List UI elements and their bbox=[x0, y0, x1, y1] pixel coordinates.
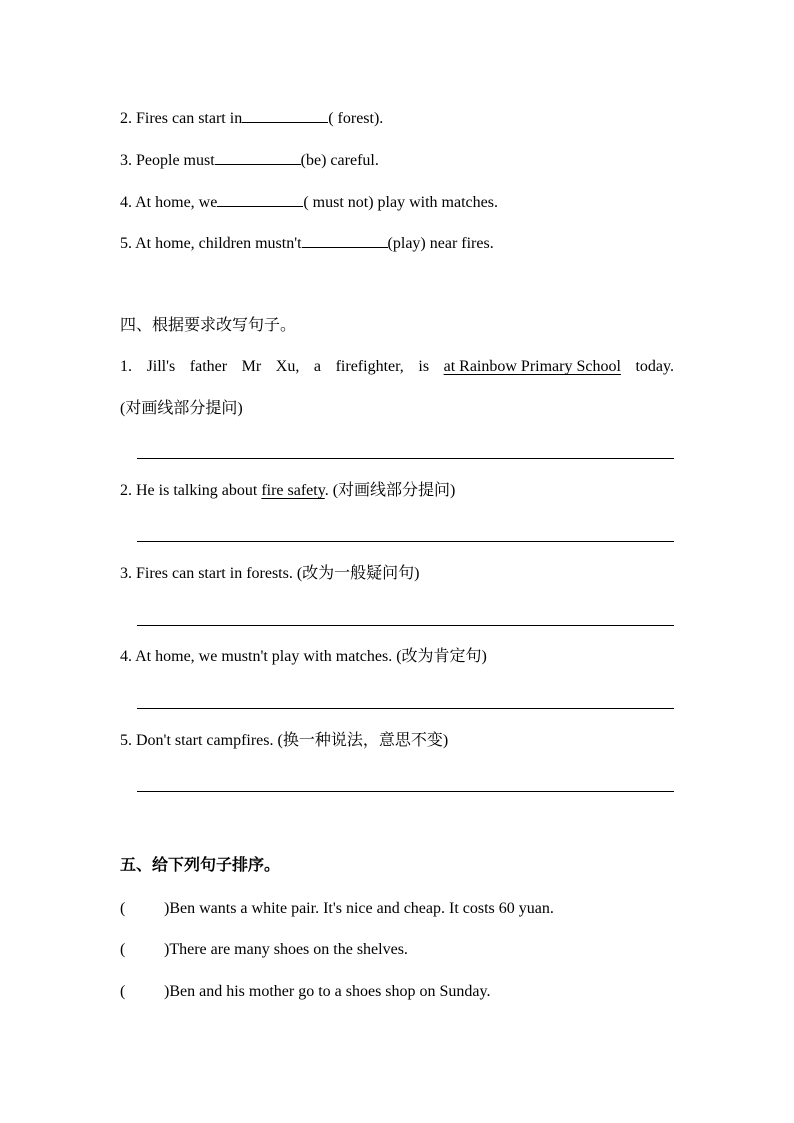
item-number: 4. bbox=[120, 194, 132, 211]
word: Jill's bbox=[146, 358, 176, 375]
underlined-phrase: fire safety bbox=[261, 482, 325, 499]
order-answer-slot[interactable]: ( bbox=[120, 900, 126, 917]
rewrite-item-3 bbox=[120, 564, 420, 584]
sentence-text: )Ben and his mother go to a shoes shop on Sunday. bbox=[164, 983, 491, 1000]
answer-line[interactable] bbox=[137, 791, 674, 792]
fill-blank-item-3 bbox=[120, 149, 379, 171]
sentence-before: He is talking about bbox=[136, 482, 262, 499]
word: Mr bbox=[241, 358, 262, 375]
item-number: 3. bbox=[120, 152, 132, 169]
word: Xu, bbox=[275, 358, 300, 375]
fill-blank-item-2 bbox=[120, 107, 383, 129]
sentence-before: Fires can start in bbox=[136, 110, 243, 127]
item-number: 2. bbox=[120, 482, 132, 499]
answer-blank[interactable] bbox=[215, 149, 301, 165]
answer-line[interactable] bbox=[137, 625, 674, 626]
word: firefighter, bbox=[335, 358, 404, 375]
sentence-before: At home, we bbox=[135, 194, 218, 211]
sentence-before: People must bbox=[136, 152, 215, 169]
answer-blank[interactable] bbox=[302, 232, 388, 248]
answer-blank[interactable] bbox=[242, 107, 328, 123]
sentence-after: (play) near fires. bbox=[387, 235, 494, 252]
item-number: 1. bbox=[120, 358, 132, 375]
item-number: 4. bbox=[120, 648, 132, 665]
sentence-text: )Ben wants a white pair. It's nice and cheap. It costs 60 yuan. bbox=[164, 900, 554, 917]
rewrite-item-1-instruction: (对画线部分提问) bbox=[120, 400, 243, 417]
section-5-heading: 五、给下列句子排序。 bbox=[120, 857, 281, 874]
item-number: 5. bbox=[120, 235, 132, 252]
order-answer-slot[interactable]: ( bbox=[120, 983, 126, 1000]
sentence-after: (be) careful. bbox=[300, 152, 379, 169]
item-number: 2. bbox=[120, 110, 132, 127]
ordering-item bbox=[120, 940, 408, 960]
item-number: 5. bbox=[120, 732, 132, 749]
ordering-item bbox=[120, 899, 554, 919]
sentence-after: . (对画线部分提问) bbox=[324, 482, 456, 499]
answer-line[interactable] bbox=[137, 708, 674, 709]
fill-blank-item-4 bbox=[120, 191, 498, 213]
answer-line[interactable] bbox=[137, 541, 674, 542]
sentence-after: ( forest). bbox=[328, 110, 384, 127]
answer-blank[interactable] bbox=[217, 191, 303, 207]
sentence-after: ( must not) play with matches. bbox=[303, 194, 498, 211]
order-answer-slot[interactable]: ( bbox=[120, 941, 126, 958]
sentence-text: Don't start campfires. (换一种说法，意思不变) bbox=[136, 732, 449, 749]
word: today. bbox=[635, 358, 674, 375]
ordering-item bbox=[120, 982, 490, 1002]
rewrite-item-1 bbox=[120, 357, 674, 377]
underlined-phrase: at Rainbow Primary School bbox=[443, 358, 621, 375]
section-4-heading: 四、根据要求改写句子。 bbox=[120, 317, 297, 334]
item-number: 3. bbox=[120, 565, 132, 582]
sentence-text: Fires can start in forests. (改为一般疑问句) bbox=[136, 565, 420, 582]
rewrite-item-5 bbox=[120, 731, 448, 751]
sentence-before: At home, children mustn't bbox=[135, 235, 302, 252]
word: is bbox=[418, 358, 430, 375]
fill-blank-item-5 bbox=[120, 232, 494, 254]
sentence-text: At home, we mustn't play with matches. (改为肯定句) bbox=[135, 648, 487, 665]
rewrite-item-2 bbox=[120, 481, 455, 501]
rewrite-item-4 bbox=[120, 647, 487, 667]
sentence-text: )There are many shoes on the shelves. bbox=[164, 941, 408, 958]
word: father bbox=[189, 358, 228, 375]
word: a bbox=[313, 358, 322, 375]
answer-line[interactable] bbox=[137, 458, 674, 459]
